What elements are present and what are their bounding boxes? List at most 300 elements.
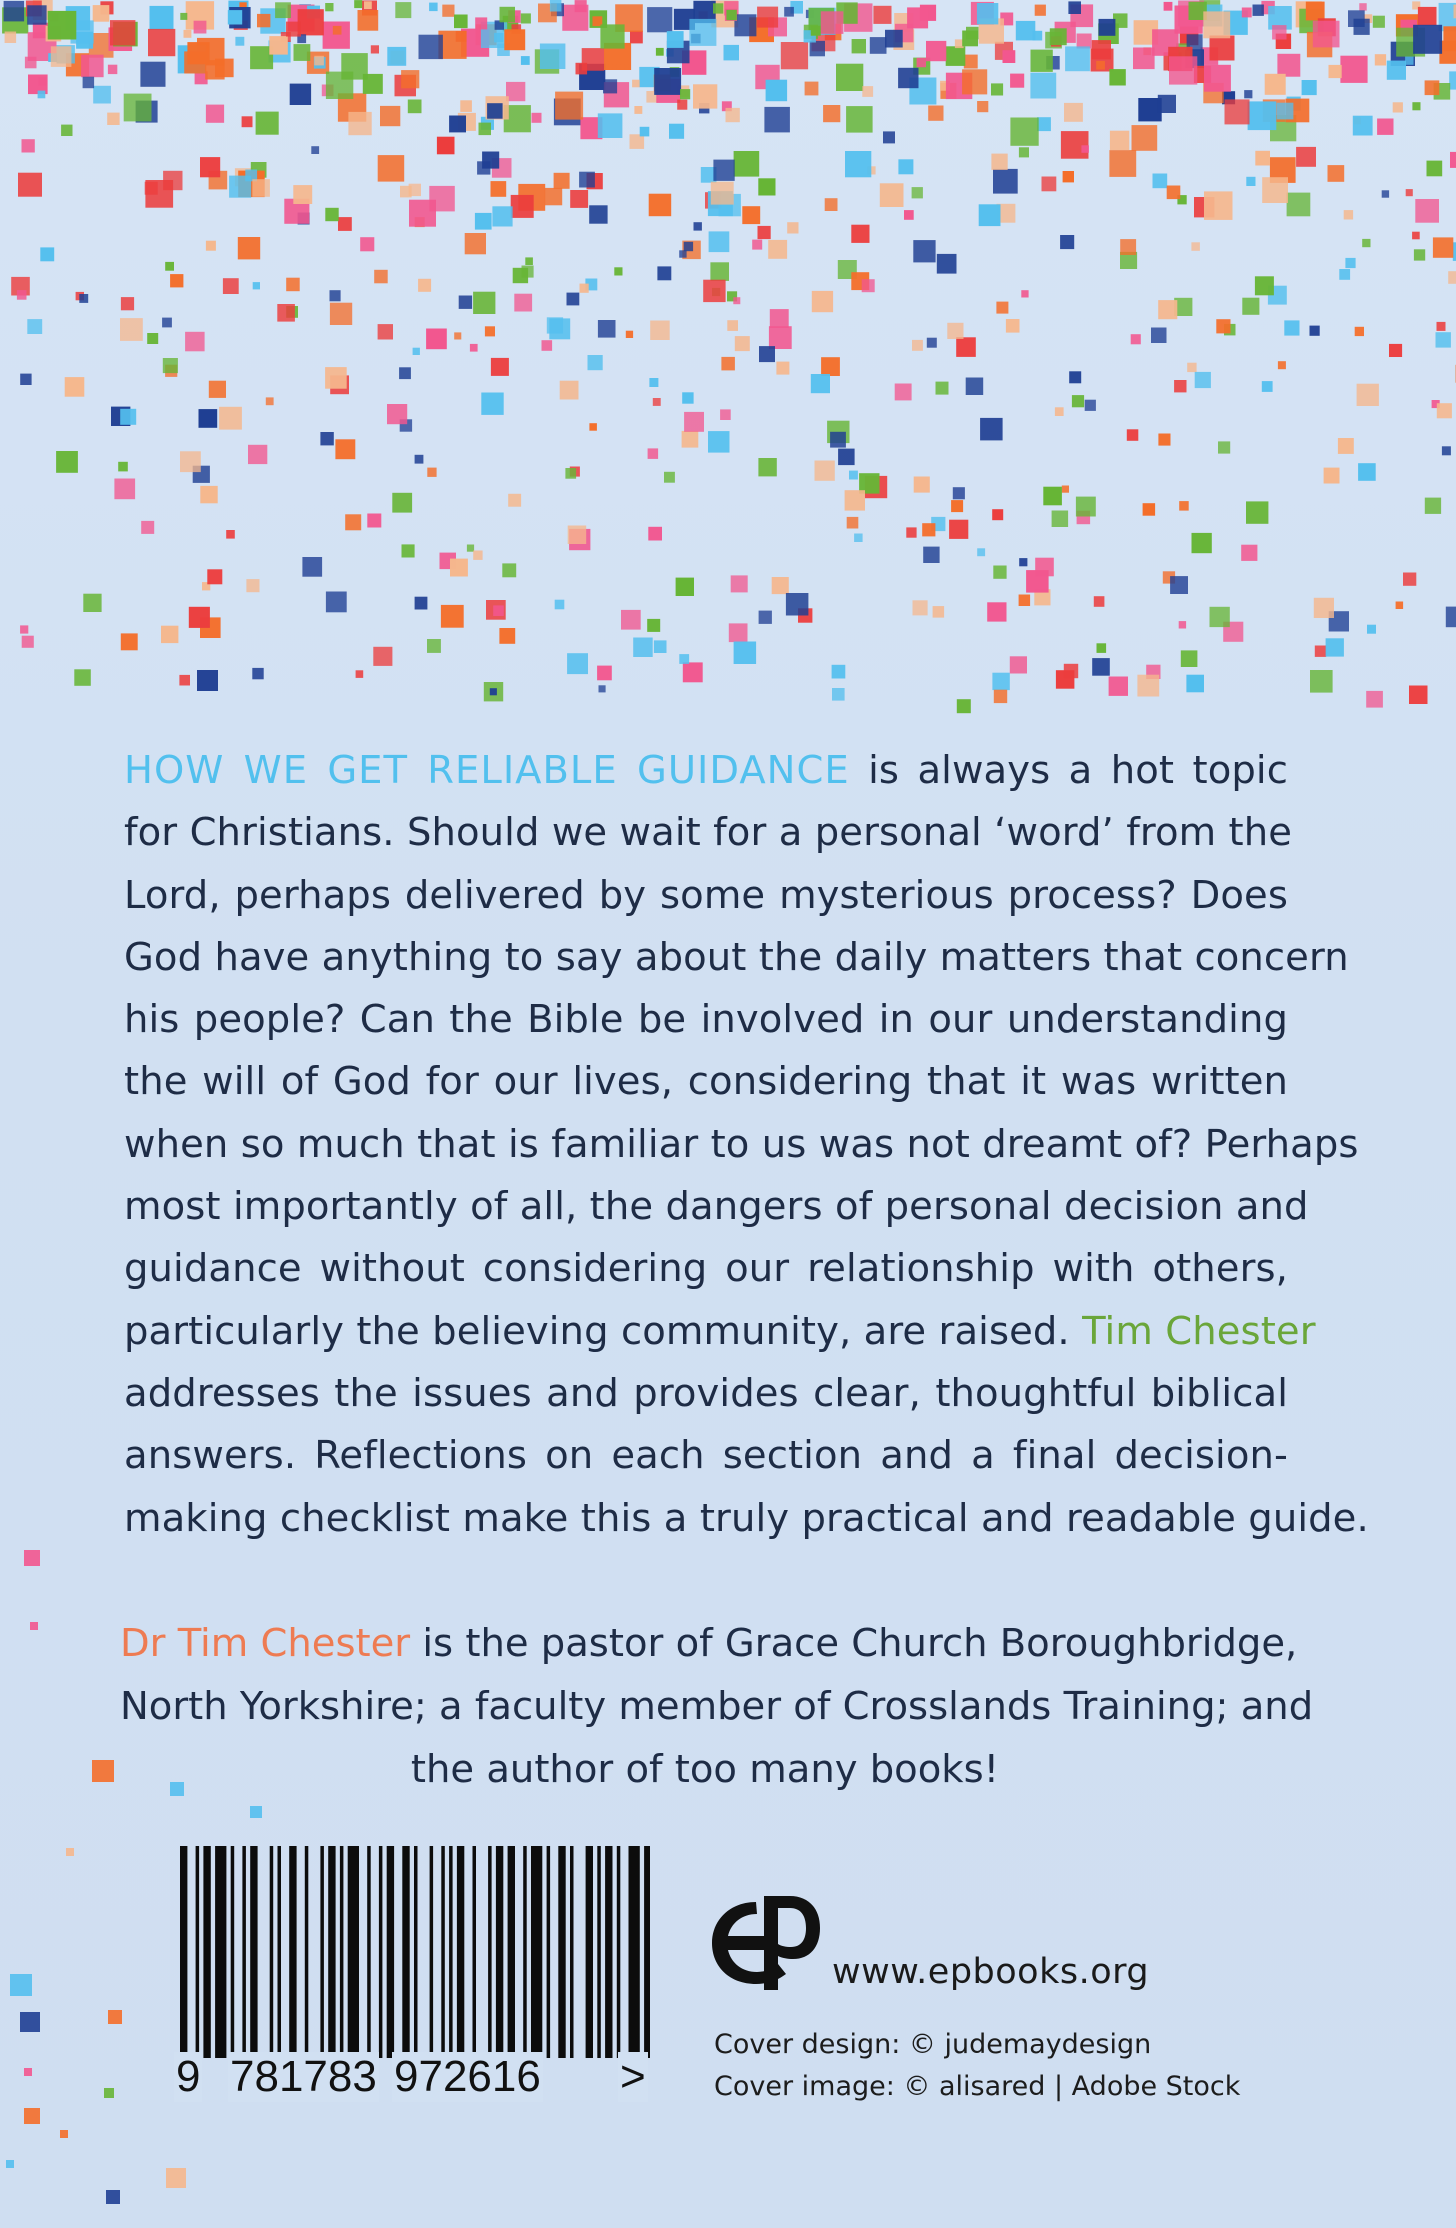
- confetti-square: [27, 319, 42, 334]
- confetti-square: [325, 3, 333, 11]
- confetti-square: [1377, 119, 1393, 135]
- confetti-square: [992, 509, 1003, 520]
- confetti-square: [926, 41, 946, 61]
- confetti-square: [314, 56, 324, 66]
- confetti-square: [758, 458, 776, 476]
- confetti-square: [1427, 161, 1443, 177]
- confetti-square: [311, 146, 319, 154]
- confetti-square: [1302, 80, 1317, 95]
- confetti-square: [184, 30, 192, 38]
- barcode-bar: [305, 1846, 309, 2058]
- confetti-square: [957, 699, 971, 713]
- confetti-square: [1133, 48, 1155, 70]
- confetti-square: [378, 324, 393, 339]
- confetti-square: [854, 534, 863, 543]
- bio-author-name: Dr Tim Chester: [120, 1621, 411, 1666]
- barcode-bar: [348, 1846, 359, 2058]
- confetti-square: [962, 69, 987, 94]
- confetti-square: [550, 0, 562, 12]
- confetti-square: [253, 282, 260, 289]
- confetti-square: [465, 233, 486, 254]
- barcode-bar: [597, 1846, 601, 2058]
- confetti-square: [18, 173, 42, 197]
- confetti-square: [630, 31, 643, 44]
- confetti-square: [437, 137, 455, 155]
- confetti-square: [1153, 174, 1168, 189]
- confetti-square: [582, 48, 605, 71]
- confetti-square: [898, 68, 918, 88]
- blurb-line: for Christians. Should we wait for a personal ‘word’ from the: [124, 810, 1293, 856]
- barcode-bar: [558, 1846, 565, 2058]
- confetti-square: [180, 451, 201, 472]
- confetti-square: [1026, 570, 1049, 593]
- confetti-square: [1375, 54, 1386, 65]
- confetti-square: [1061, 131, 1089, 159]
- confetti-square: [392, 493, 412, 513]
- bio-line1-text: is the pastor of Grace Church Boroughbridge,: [410, 1621, 1298, 1666]
- confetti-square: [60, 2130, 68, 2138]
- confetti-square: [56, 451, 78, 473]
- confetti-square: [401, 70, 419, 88]
- confetti-square: [787, 222, 798, 233]
- confetti-square: [1442, 446, 1451, 455]
- confetti-square: [1077, 34, 1092, 49]
- confetti-square: [720, 409, 731, 420]
- confetti-square: [514, 294, 532, 312]
- confetti-square: [654, 640, 667, 653]
- confetti-square: [150, 6, 174, 30]
- confetti-square: [770, 309, 789, 328]
- confetti-square: [418, 279, 431, 292]
- confetti-square: [81, 55, 104, 77]
- confetti-square: [679, 654, 689, 664]
- confetti-square: [180, 13, 187, 20]
- confetti-square: [490, 688, 497, 695]
- confetti-square: [500, 7, 516, 22]
- confetti-square: [338, 217, 352, 231]
- confetti-square: [371, 45, 379, 53]
- confetti-square: [219, 407, 242, 430]
- confetti-square: [656, 48, 664, 56]
- confetti-square: [1326, 638, 1344, 656]
- confetti-square: [1262, 381, 1273, 392]
- confetti-square: [862, 86, 873, 97]
- confetti-square: [1324, 468, 1340, 484]
- confetti-square: [1109, 677, 1128, 696]
- confetti-square: [1329, 65, 1342, 78]
- confetti-square: [880, 183, 904, 207]
- confetti-square: [632, 80, 640, 88]
- confetti-square: [206, 105, 224, 123]
- confetti-square: [17, 290, 27, 300]
- confetti-square: [1035, 5, 1046, 16]
- confetti-square: [1396, 602, 1404, 610]
- confetti-square: [709, 231, 730, 252]
- confetti-square: [664, 472, 675, 483]
- confetti-square: [1425, 80, 1440, 95]
- confetti-square: [977, 548, 985, 556]
- confetti-square: [883, 131, 895, 143]
- confetti-square: [380, 106, 400, 126]
- confetti-square: [726, 108, 740, 122]
- confetti-square: [1065, 46, 1090, 71]
- confetti-square: [320, 432, 333, 445]
- confetti-square: [836, 64, 863, 91]
- confetti-square: [1010, 118, 1038, 146]
- confetti-square: [460, 100, 472, 112]
- confetti-square: [326, 592, 347, 613]
- confetti-square: [1050, 28, 1067, 45]
- barcode-bar: [242, 1846, 246, 2058]
- blurb-line: God have anything to say about the daily matters that concern: [124, 934, 1349, 980]
- confetti-square: [928, 106, 943, 121]
- confetti-square: [565, 468, 576, 479]
- barcode-bar: [203, 1846, 210, 2058]
- barcode-bar: [547, 1846, 551, 2058]
- confetti-square: [1373, 16, 1385, 28]
- confetti-square: [647, 7, 672, 32]
- confetti-square: [1436, 332, 1451, 347]
- confetti-square: [1019, 558, 1027, 566]
- barcode-bar: [387, 1846, 394, 2058]
- confetti-square: [694, 222, 702, 230]
- confetti-square: [1120, 239, 1136, 255]
- confetti-square: [936, 382, 949, 395]
- confetti-square: [823, 105, 840, 122]
- confetti-square: [1437, 403, 1452, 418]
- confetti-square: [906, 527, 916, 537]
- confetti-square: [108, 2010, 122, 2024]
- confetti-square: [1016, 21, 1036, 41]
- blurb-line: [124, 740, 1288, 802]
- barcode-bar: [328, 1846, 335, 2058]
- confetti-square: [294, 44, 311, 61]
- confetti-square: [302, 557, 322, 577]
- confetti-square: [1272, 25, 1286, 39]
- confetti-square: [298, 9, 324, 35]
- confetti-square: [415, 597, 428, 610]
- confetti-square: [1253, 5, 1264, 16]
- barcode-bar: [215, 1846, 226, 2058]
- confetti-square: [996, 302, 1008, 314]
- confetti-square: [647, 619, 660, 632]
- confetti-square: [481, 393, 503, 415]
- confetti-square: [821, 11, 844, 34]
- barcode-bar: [402, 1846, 409, 2058]
- confetti-square: [1179, 621, 1186, 628]
- confetti-square: [825, 198, 838, 211]
- confetti-square: [5, 32, 17, 44]
- confetti-square: [24, 1550, 40, 1566]
- confetti-square: [206, 241, 216, 251]
- confetti-square: [333, 26, 342, 35]
- confetti-square: [734, 14, 756, 36]
- confetti-square: [838, 449, 855, 466]
- confetti-square: [27, 5, 46, 24]
- confetti-square: [1003, 50, 1016, 63]
- confetti-square: [1210, 607, 1230, 627]
- barcode-bar: [379, 1846, 383, 2058]
- confetti-square: [229, 176, 251, 198]
- confetti-square: [992, 673, 1009, 690]
- confetti-square: [752, 240, 762, 250]
- confetti-square: [649, 194, 672, 217]
- confetti-square: [1406, 189, 1413, 196]
- confetti-square: [477, 161, 490, 174]
- confetti-square: [1186, 675, 1204, 693]
- confetti-square: [40, 247, 54, 261]
- confetti-square: [20, 374, 31, 385]
- confetti-square: [252, 668, 263, 679]
- confetti-square: [209, 381, 226, 398]
- confetti-square: [873, 6, 891, 24]
- blurb-line1-text: is always a hot topic: [849, 748, 1288, 793]
- confetti-square: [354, 0, 362, 8]
- confetti-square: [395, 2, 411, 18]
- confetti-square: [378, 155, 405, 182]
- confetti-square: [845, 151, 871, 177]
- isbn-number: [170, 2052, 650, 2100]
- confetti-square: [104, 2088, 114, 2098]
- confetti-square: [66, 1848, 74, 1856]
- confetti-square: [580, 284, 589, 293]
- confetti-square: [1262, 177, 1288, 203]
- confetti-square: [408, 100, 422, 114]
- confetti-square: [1192, 533, 1212, 553]
- confetti-square: [1359, 3, 1366, 10]
- confetti-square: [48, 11, 77, 40]
- confetti-square: [991, 154, 1007, 170]
- confetti-square: [93, 5, 110, 22]
- confetti-square: [810, 41, 825, 56]
- confetti-square: [912, 340, 923, 351]
- confetti-square: [189, 607, 210, 628]
- confetti-square: [1010, 656, 1027, 673]
- confetti-square: [862, 279, 875, 292]
- confetti-square: [83, 594, 101, 612]
- barcode-bar: [278, 1846, 282, 2058]
- confetti-square: [242, 116, 253, 127]
- confetti-square: [649, 378, 658, 387]
- confetti-square: [1055, 407, 1064, 416]
- confetti-square: [560, 381, 579, 400]
- barcode-bar: [617, 1846, 621, 2058]
- blurb-line: the will of God for our lives, considering that it was written: [124, 1059, 1288, 1105]
- confetti-square: [1344, 210, 1353, 219]
- confetti-square: [805, 82, 819, 96]
- confetti-square: [485, 326, 495, 336]
- confetti-square: [1338, 438, 1354, 454]
- confetti-square: [454, 332, 461, 339]
- barcode-bar: [586, 1846, 593, 2058]
- confetti-square: [449, 116, 466, 133]
- confetti-square: [570, 190, 588, 208]
- confetti-square: [1030, 73, 1056, 99]
- confetti-square: [1389, 344, 1402, 357]
- confetti-square: [994, 690, 1007, 703]
- confetti-square: [979, 204, 1001, 226]
- confetti-square: [598, 113, 623, 138]
- confetti-square: [812, 291, 833, 312]
- confetti-square: [956, 337, 976, 357]
- confetti-square: [1037, 117, 1051, 131]
- confetti-square: [640, 127, 650, 137]
- confetti-square: [633, 638, 653, 658]
- confetti-square: [676, 578, 694, 596]
- confetti-square: [913, 240, 935, 262]
- confetti-square: [769, 326, 792, 349]
- confetti-square: [413, 348, 420, 355]
- confetti-square: [567, 293, 580, 306]
- confetti-square: [426, 329, 447, 350]
- barcode-bar: [531, 1846, 542, 2058]
- confetti-square: [257, 14, 270, 27]
- confetti-square: [1179, 501, 1189, 511]
- confetti-square: [1246, 501, 1268, 523]
- confetti-square: [949, 520, 968, 539]
- confetti-square: [1418, 7, 1437, 26]
- confetti-square: [266, 397, 274, 405]
- confetti-square: [1081, 145, 1089, 153]
- confetti-square: [811, 374, 830, 393]
- confetti-square: [521, 13, 531, 23]
- confetti-square: [599, 685, 606, 692]
- confetti-square: [742, 206, 760, 224]
- barcode-bar: [629, 1846, 640, 2058]
- confetti-square: [603, 79, 617, 93]
- confetti-square: [238, 237, 260, 259]
- confetti-square: [650, 321, 670, 341]
- confetti-square: [200, 157, 220, 177]
- isbn-group-right: 972616: [394, 2052, 541, 2101]
- confetti-square: [293, 185, 312, 204]
- confetti-square: [228, 10, 242, 24]
- confetti-square: [657, 266, 671, 280]
- confetti-square: [851, 225, 869, 243]
- confetti-square: [1367, 625, 1376, 634]
- confetti-square: [555, 600, 565, 610]
- confetti-square: [1042, 177, 1057, 192]
- confetti-square: [953, 487, 965, 499]
- blurb-line: making checklist make this a truly practical and readable guide.: [124, 1495, 1369, 1541]
- confetti-square: [1362, 239, 1370, 247]
- confetti-square: [250, 1806, 262, 1818]
- confetti-square: [235, 37, 244, 46]
- confetti-square: [65, 377, 85, 397]
- confetti-square: [269, 36, 288, 55]
- confetti-square: [118, 462, 128, 472]
- barcode-bar: [250, 1846, 257, 2058]
- blurb-lead: HOW WE GET RELIABLE GUIDANCE: [124, 748, 850, 793]
- confetti-square: [784, 7, 794, 17]
- confetti-square: [1109, 69, 1125, 85]
- confetti-square: [811, 26, 821, 36]
- blurb-line10-text: particularly the believing community, are raised.: [124, 1308, 1083, 1354]
- confetti-square: [1357, 384, 1379, 406]
- confetti-square: [441, 605, 464, 628]
- confetti-square: [832, 665, 846, 679]
- bio-line: [120, 1612, 1298, 1675]
- confetti-square: [442, 5, 454, 17]
- confetti-square: [286, 278, 300, 292]
- confetti-square: [165, 262, 174, 271]
- confetti-square: [1244, 90, 1252, 98]
- confetti-square: [1287, 193, 1311, 217]
- bio-line: North Yorkshire; a faculty member of Crosslands Training; and: [120, 1684, 1314, 1729]
- confetti-square: [630, 134, 645, 149]
- confetti-square: [870, 37, 887, 54]
- ep-logo-icon: [706, 1886, 822, 1996]
- confetti-square: [721, 357, 735, 371]
- confetti-square: [248, 445, 267, 464]
- confetti-square: [1425, 498, 1441, 514]
- confetti-square: [1181, 650, 1198, 667]
- confetti-square: [364, 1, 372, 9]
- confetti-square: [1328, 165, 1345, 182]
- confetti-square: [1446, 607, 1456, 628]
- confetti-square: [51, 46, 72, 67]
- confetti-square: [508, 494, 521, 507]
- confetti-square: [710, 262, 729, 281]
- cover-image-credit: Cover image: © alisared | Adobe Stock: [714, 2071, 1241, 2102]
- confetti-square: [10, 1974, 32, 1996]
- publisher-url[interactable]: www.epbooks.org: [832, 1952, 1150, 1992]
- blurb-line: answers. Reflections on each section and a final decision-: [124, 1433, 1288, 1479]
- confetti-square: [669, 124, 684, 139]
- blurb-line: when so much that is familiar to us was not dreamt of? Perhaps: [124, 1121, 1359, 1167]
- confetti-square: [20, 2012, 40, 2032]
- confetti-square: [532, 113, 542, 123]
- confetti-square: [1191, 242, 1200, 251]
- confetti-square: [124, 94, 152, 122]
- confetti-square: [147, 333, 158, 344]
- confetti-square: [1064, 103, 1083, 122]
- barcode-bar: [340, 1846, 344, 2058]
- confetti-square: [148, 29, 175, 56]
- confetti-square: [521, 56, 530, 65]
- confetti-square: [1174, 380, 1186, 392]
- confetti-square: [1366, 691, 1383, 708]
- confetti-square: [1203, 11, 1230, 38]
- confetti-square: [1164, 2, 1173, 11]
- confetti-square: [246, 579, 259, 592]
- confetti-square: [1409, 686, 1428, 705]
- confetti-square: [904, 210, 914, 220]
- confetti-square: [1127, 429, 1139, 441]
- confetti-square: [506, 82, 525, 101]
- confetti-square: [487, 103, 503, 119]
- barcode-bar: [523, 1846, 527, 2058]
- confetti-square: [734, 642, 757, 665]
- confetti-square: [450, 559, 468, 577]
- confetti-square: [693, 84, 717, 108]
- confetti-square: [1242, 298, 1259, 315]
- confetti-square: [1413, 25, 1442, 54]
- confetti-square: [1393, 102, 1403, 112]
- confetti-square: [852, 39, 866, 53]
- confetti-square: [200, 486, 217, 503]
- confetti-square: [731, 575, 748, 592]
- confetti-square: [121, 633, 138, 650]
- confetti-square: [511, 195, 534, 218]
- confetti-square: [588, 355, 603, 370]
- confetti-square: [545, 188, 562, 205]
- confetti-square: [1063, 171, 1074, 182]
- confetti-square: [980, 418, 1003, 441]
- confetti-square: [758, 226, 771, 239]
- cover-credits: [714, 2024, 1240, 2108]
- confetti-square: [504, 29, 525, 50]
